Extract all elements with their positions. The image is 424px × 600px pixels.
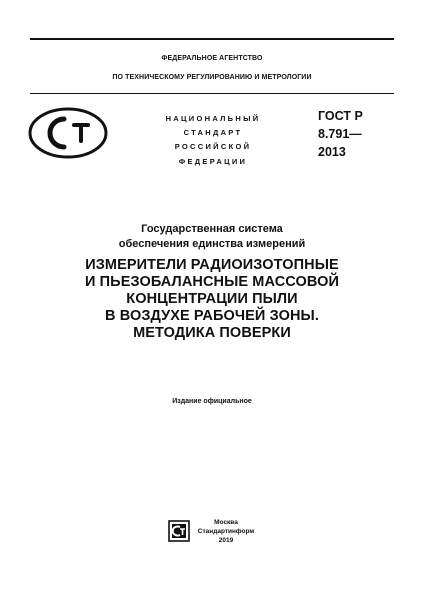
title-line: И ПЬЕЗОБАЛАНСНЫЕ МАССОВОЙ <box>85 274 339 290</box>
edition-label: Издание официальное <box>172 398 252 405</box>
publisher-name: Стандартинформ <box>197 528 255 536</box>
standard-type-line: ФЕДЕРАЦИИ <box>178 156 248 166</box>
title-line: ИЗМЕРИТЕЛИ РАДИОИЗОТОПНЫЕ <box>85 257 339 273</box>
agency-line-1: ФЕДЕРАЛЬНОЕ АГЕНТСТВО <box>161 55 263 62</box>
header-rule <box>30 93 394 94</box>
standard-type-line: СТАНДАРТ <box>183 128 243 138</box>
agency-line-2: ПО ТЕХНИЧЕСКОМУ РЕГУЛИРОВАНИЮ И МЕТРОЛОГИИ <box>112 74 312 81</box>
designation-line: ГОСТ Р <box>318 109 363 123</box>
standard-designation <box>318 107 398 161</box>
title-line: В ВОЗДУХЕ РАБОЧЕЙ ЗОНЫ. <box>105 308 319 324</box>
publisher-info <box>196 518 256 546</box>
top-rule <box>30 38 394 40</box>
document-title <box>30 257 394 342</box>
publisher-city: Москва <box>214 519 238 526</box>
title-line: КОНЦЕНТРАЦИИ ПЫЛИ <box>126 291 298 307</box>
publication-year: 2019 <box>218 537 234 545</box>
series-name <box>30 222 394 252</box>
standard-type-line: РОССИЙСКОЙ <box>174 142 252 152</box>
standard-type <box>138 112 288 169</box>
rst-emblem-icon <box>28 107 108 159</box>
standard-type-line: НАЦИОНАЛЬНЫЙ <box>165 114 261 123</box>
designation-line: 8.791— <box>318 127 362 141</box>
series-line: обеспечения единства измерений <box>118 238 306 250</box>
designation-line: 2013 <box>318 145 346 159</box>
series-line: Государственная система <box>141 223 283 235</box>
title-line: МЕТОДИКА ПОВЕРКИ <box>133 325 291 341</box>
standartinform-logo-icon <box>168 520 190 542</box>
